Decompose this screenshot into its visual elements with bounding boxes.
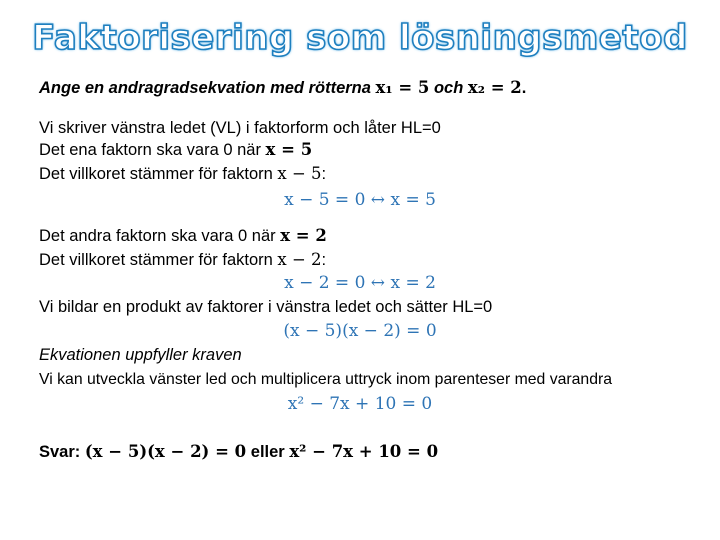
answer-line: [39, 442, 438, 462]
answer-label: Svar:: [39, 443, 81, 461]
step-line-2: [39, 140, 312, 160]
step-line-5-text: Det villkoret stämmer för faktorn: [39, 251, 273, 269]
step-line-4: [39, 226, 327, 246]
step-line-3-text: Det villkoret stämmer för faktorn: [39, 165, 273, 183]
task-line: [39, 78, 526, 98]
step-line-3: [39, 164, 326, 184]
equation-1: x − 5 = 0 ↔ x = 5: [284, 190, 436, 210]
step-line-6: Vi bildar en produkt av faktorer i vänstra ledet och sätter HL=0: [39, 298, 493, 316]
step-line-5: [39, 250, 326, 270]
task-text: Ange en andragradsekvation med rötterna: [39, 79, 371, 97]
answer-1: (x − 5)(x − 2) = 0: [84, 442, 247, 461]
answer-or: eller: [250, 443, 285, 461]
equation-4: x² − 7x + 10 = 0: [287, 394, 433, 414]
answer-2: x² − 7x + 10 = 0: [289, 442, 439, 461]
and-word: och: [433, 79, 464, 97]
step-line-5-end: :: [321, 251, 327, 269]
step-line-7: Ekvationen uppfyller kraven: [39, 346, 242, 364]
step-line-2-text: Det ena faktorn ska vara 0 när: [39, 141, 261, 159]
task-end: .: [521, 79, 527, 97]
equation-3: (x − 5)(x − 2) = 0: [283, 321, 437, 341]
step-line-3-math: x − 5: [277, 164, 322, 183]
step-line-1: Vi skriver vänstra ledet (VL) i faktorform och låter HL=0: [39, 119, 441, 137]
root2: x₂ = 2: [467, 78, 522, 97]
step-line-5-math: x − 2: [277, 250, 322, 269]
step-line-4-math: x = 2: [280, 226, 327, 245]
root1: x₁ = 5: [375, 78, 430, 97]
step-line-2-math: x = 5: [265, 140, 313, 159]
page-title: Faktorisering som lösningsmetod: [32, 18, 688, 58]
equation-2: x − 2 = 0 ↔ x = 2: [284, 273, 436, 293]
step-line-8: Vi kan utveckla vänster led och multiplicera uttryck inom parenteser med varandra: [39, 371, 613, 388]
step-line-4-text: Det andra faktorn ska vara 0 när: [39, 227, 276, 245]
step-line-3-end: :: [321, 165, 327, 183]
